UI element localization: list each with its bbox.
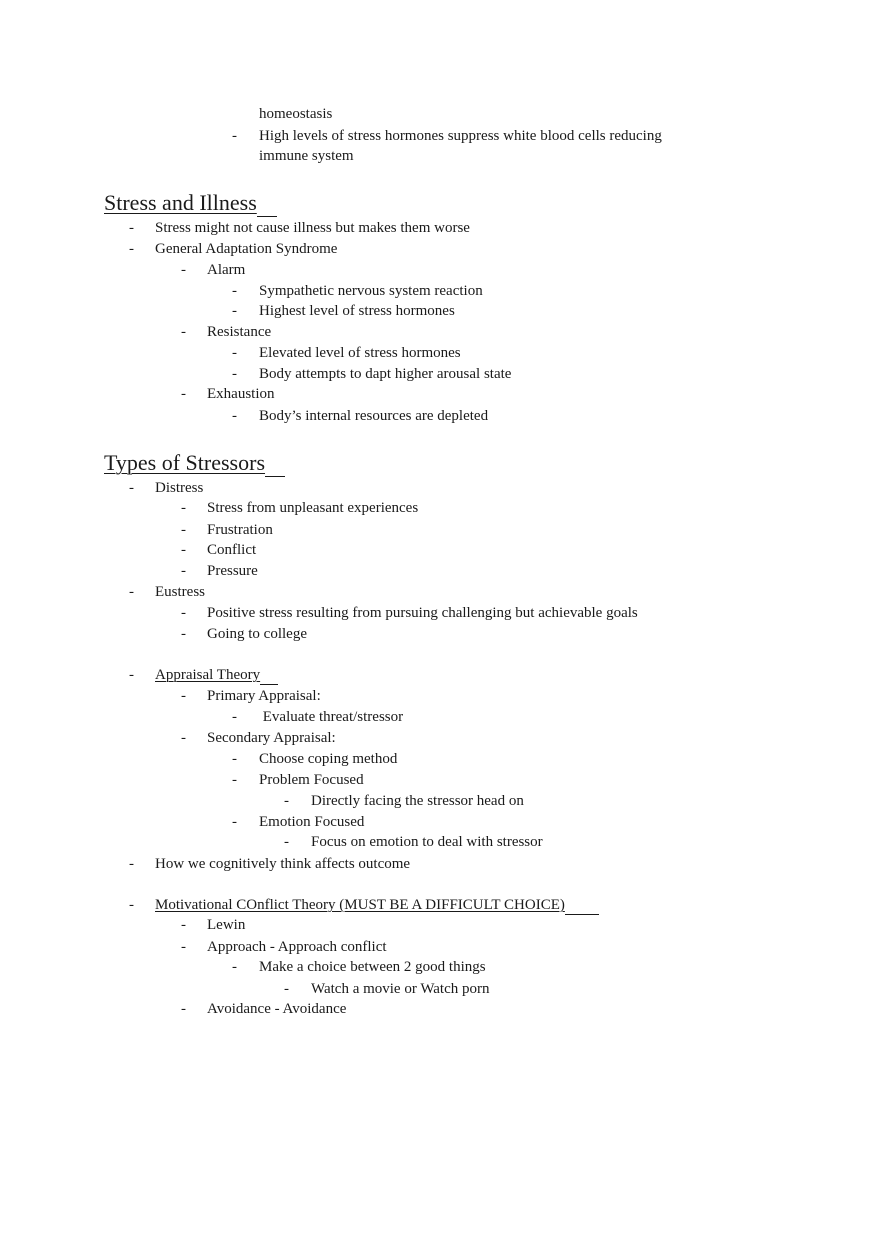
bullet-dash: -: [232, 709, 237, 725]
list-item: Going to college: [207, 626, 307, 642]
bullet-dash: -: [232, 128, 237, 144]
list-item: Sympathetic nervous system reaction: [259, 283, 483, 299]
bullet-dash: -: [232, 814, 237, 830]
bullet-dash: -: [284, 981, 289, 997]
bullet-dash: -: [181, 626, 186, 642]
list-item: Alarm: [207, 262, 246, 278]
list-item: Stress from unpleasant experiences: [207, 500, 419, 516]
subheading-appraisal-theory: Appraisal Theory: [155, 666, 278, 685]
bullet-dash: -: [181, 1001, 186, 1017]
bullet-dash: -: [181, 939, 186, 955]
list-item: Secondary Appraisal:: [207, 730, 336, 746]
list-item: Problem Focused: [259, 772, 364, 788]
list-item: Highest level of stress hormones: [259, 303, 455, 319]
list-item: Focus on emotion to deal with stressor: [311, 834, 543, 850]
subheading-motivational-conflict-theory: Motivational COnflict Theory (MUST BE A DIFFICULT CHOICE): [155, 896, 599, 915]
list-item: Watch a movie or Watch porn: [311, 981, 490, 997]
list-item: Exhaustion: [207, 386, 275, 402]
list-item: How we cognitively think affects outcome: [155, 856, 411, 872]
bullet-dash: -: [284, 793, 289, 809]
bullet-dash: -: [129, 856, 134, 872]
bullet-dash: -: [232, 366, 237, 382]
bullet-dash: -: [232, 959, 237, 975]
bullet-dash: -: [181, 500, 186, 516]
bullet-dash: -: [181, 563, 186, 579]
bullet-dash: -: [181, 262, 186, 278]
bullet-dash: -: [181, 730, 186, 746]
list-item: Directly facing the stressor head on: [311, 793, 524, 809]
bullet-dash: -: [129, 241, 134, 257]
list-item: Choose coping method: [259, 751, 398, 767]
bullet-dash: -: [181, 522, 186, 538]
bullet-dash: -: [181, 386, 186, 402]
list-item: Conflict: [207, 542, 257, 558]
bullet-dash: -: [129, 667, 134, 683]
list-item: Emotion Focused: [259, 814, 365, 830]
list-item: Evaluate threat/stressor: [259, 709, 404, 725]
bullet-dash: -: [232, 303, 237, 319]
list-item: Lewin: [207, 917, 246, 933]
list-item: Primary Appraisal:: [207, 688, 321, 704]
list-item: Elevated level of stress hormones: [259, 345, 461, 361]
bullet-dash: -: [129, 480, 134, 496]
bullet-dash: -: [232, 751, 237, 767]
list-item: Body attempts to dapt higher arousal state: [259, 366, 512, 382]
list-item: Resistance: [207, 324, 272, 340]
bullet-dash: -: [181, 324, 186, 340]
list-item: High levels of stress hormones suppress white blood cells reducing: [259, 128, 662, 144]
bullet-dash: -: [284, 834, 289, 850]
bullet-dash: -: [181, 542, 186, 558]
bullet-dash: -: [129, 220, 134, 236]
list-item: General Adaptation Syndrome: [155, 241, 338, 257]
list-item: Pressure: [207, 563, 258, 579]
continued-text: homeostasis: [259, 106, 333, 122]
list-item: Stress might not cause illness but makes them worse: [155, 220, 470, 236]
bullet-dash: -: [129, 584, 134, 600]
section-heading-types-of-stressors: Types of Stressors: [104, 450, 285, 477]
section-heading-stress-illness: Stress and Illness: [104, 190, 277, 217]
bullet-dash: -: [232, 283, 237, 299]
bullet-dash: -: [181, 688, 186, 704]
list-item: Avoidance - Avoidance: [207, 1001, 347, 1017]
list-item: Eustress: [155, 584, 205, 600]
bullet-dash: -: [181, 605, 186, 621]
list-item: Body’s internal resources are depleted: [259, 408, 489, 424]
bullet-dash: -: [232, 408, 237, 424]
bullet-dash: -: [181, 917, 186, 933]
list-item: Approach - Approach conflict: [207, 939, 387, 955]
list-item-continued: immune system: [259, 148, 354, 164]
list-item: Frustration: [207, 522, 273, 538]
list-item: Make a choice between 2 good things: [259, 959, 486, 975]
bullet-dash: -: [129, 897, 134, 913]
list-item: Distress: [155, 480, 204, 496]
list-item: Positive stress resulting from pursuing challenging but achievable goals: [207, 605, 638, 621]
bullet-dash: -: [232, 345, 237, 361]
bullet-dash: -: [232, 772, 237, 788]
